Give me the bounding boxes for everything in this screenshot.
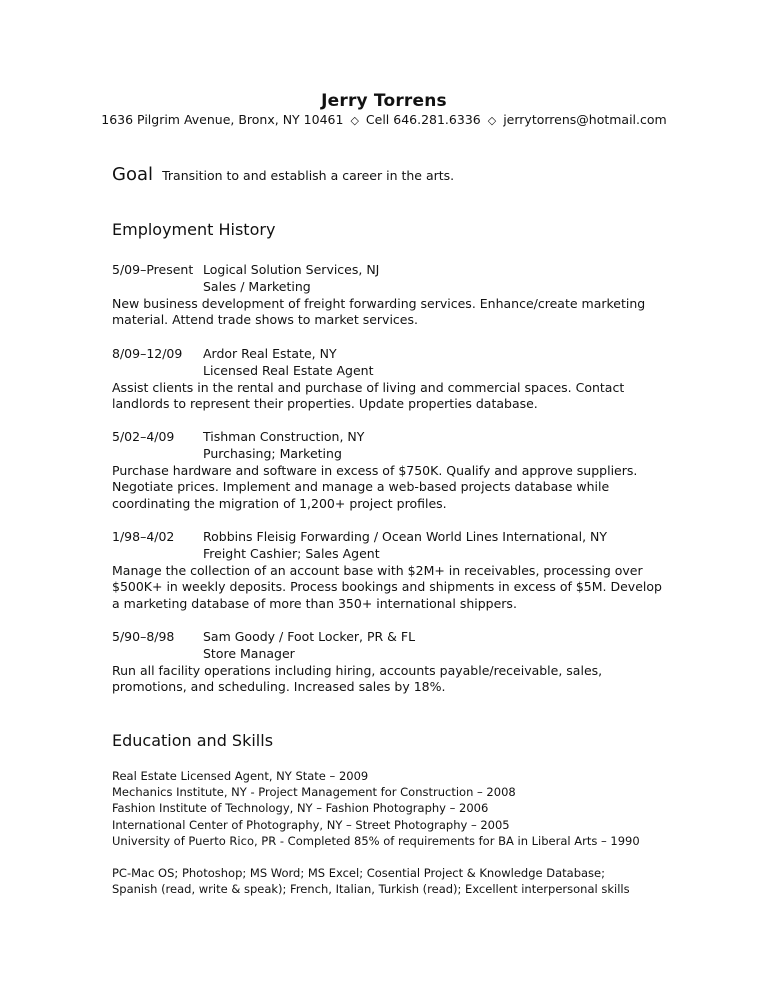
education-heading: Education and Skills [112,731,274,750]
employment-heading: Employment History [112,220,276,239]
education-item: Mechanics Institute, NY - Project Management for Construction – 2008 [112,785,516,800]
diamond-separator-icon: ◇ [487,114,497,127]
job-dates: 5/09–Present [112,262,194,277]
job-entry [112,529,672,613]
job-entry [112,346,672,413]
education-list [112,768,672,849]
education-item: Fashion Institute of Technology, NY – Fashion Photography – 2006 [112,801,489,816]
goal-section [112,164,672,185]
job-description: New business development of freight forwarding services. Enhance/create marketing material. Attend trade shows to market services. [112,295,646,328]
job-entry [112,629,672,696]
job-dates: 1/98–4/02 [112,529,175,544]
job-description: Assist clients in the rental and purchase of living and commercial spaces. Contact landlords to represent their properties. Update properties database. [112,379,625,412]
goal-text: Transition to and establish a career in the arts. [162,168,455,183]
job-employer: Robbins Fleisig Forwarding / Ocean World Lines International, NY [203,529,607,544]
address: 1636 Pilgrim Avenue, Bronx, NY 10461 [101,112,344,127]
job-dates: 8/09–12/09 [112,346,183,361]
cell-phone: Cell 646.281.6336 [365,112,481,127]
job-employer: Sam Goody / Foot Locker, PR & FL [203,629,416,644]
job-title: Purchasing; Marketing [203,445,342,461]
job-description: Purchase hardware and software in excess of $750K. Qualify and approve suppliers. Negotiate prices. Implement and manage a web-based projects database while coordinating the migration of 1,200+ project profiles. [112,462,638,512]
resume-name: Jerry Torrens [321,91,447,111]
job-entry [112,262,672,329]
job-dates: 5/02–4/09 [112,429,175,444]
job-employer: Tishman Construction, NY [203,429,365,444]
skills-text: PC-Mac OS; Photoshop; MS Word; MS Excel; Cosential Project & Knowledge Database; Spanish (read, write & speak); French, Italian, Turkish (read); Excellent interpersonal skills [112,866,630,897]
education-item: University of Puerto Rico, PR - Completed 85% of requirements for BA in Liberal Arts – 1990 [112,833,640,848]
job-entry [112,429,672,513]
education-item: International Center of Photography, NY – Street Photography – 2005 [112,817,510,832]
job-description: Run all facility operations including hiring, accounts payable/receivable, sales, promotions, and scheduling. Increased sales by 18%. [112,662,603,695]
job-title: Licensed Real Estate Agent [203,362,374,378]
diamond-separator-icon: ◇ [350,114,359,127]
job-title: Store Manager [203,645,295,661]
education-item: Real Estate Licensed Agent, NY State – 2009 [112,769,369,783]
job-description: Manage the collection of an account base with $2M+ in receivables, processing over $500K+ in weekly deposits. Process bookings and shipments in excess of $5M. Develop a marketing database of more than 350+ international shippers. [112,562,662,612]
job-title: Sales / Marketing [203,278,311,294]
job-employer: Logical Solution Services, NJ [203,262,380,277]
job-dates: 5/90–8/98 [112,629,175,644]
goal-heading: Goal [112,164,153,185]
email: jerrytorrens@hotmail.com [503,112,667,127]
job-employer: Ardor Real Estate, NY [203,346,337,361]
job-title: Freight Cashier; Sales Agent [203,545,380,561]
contact-line [0,112,768,127]
